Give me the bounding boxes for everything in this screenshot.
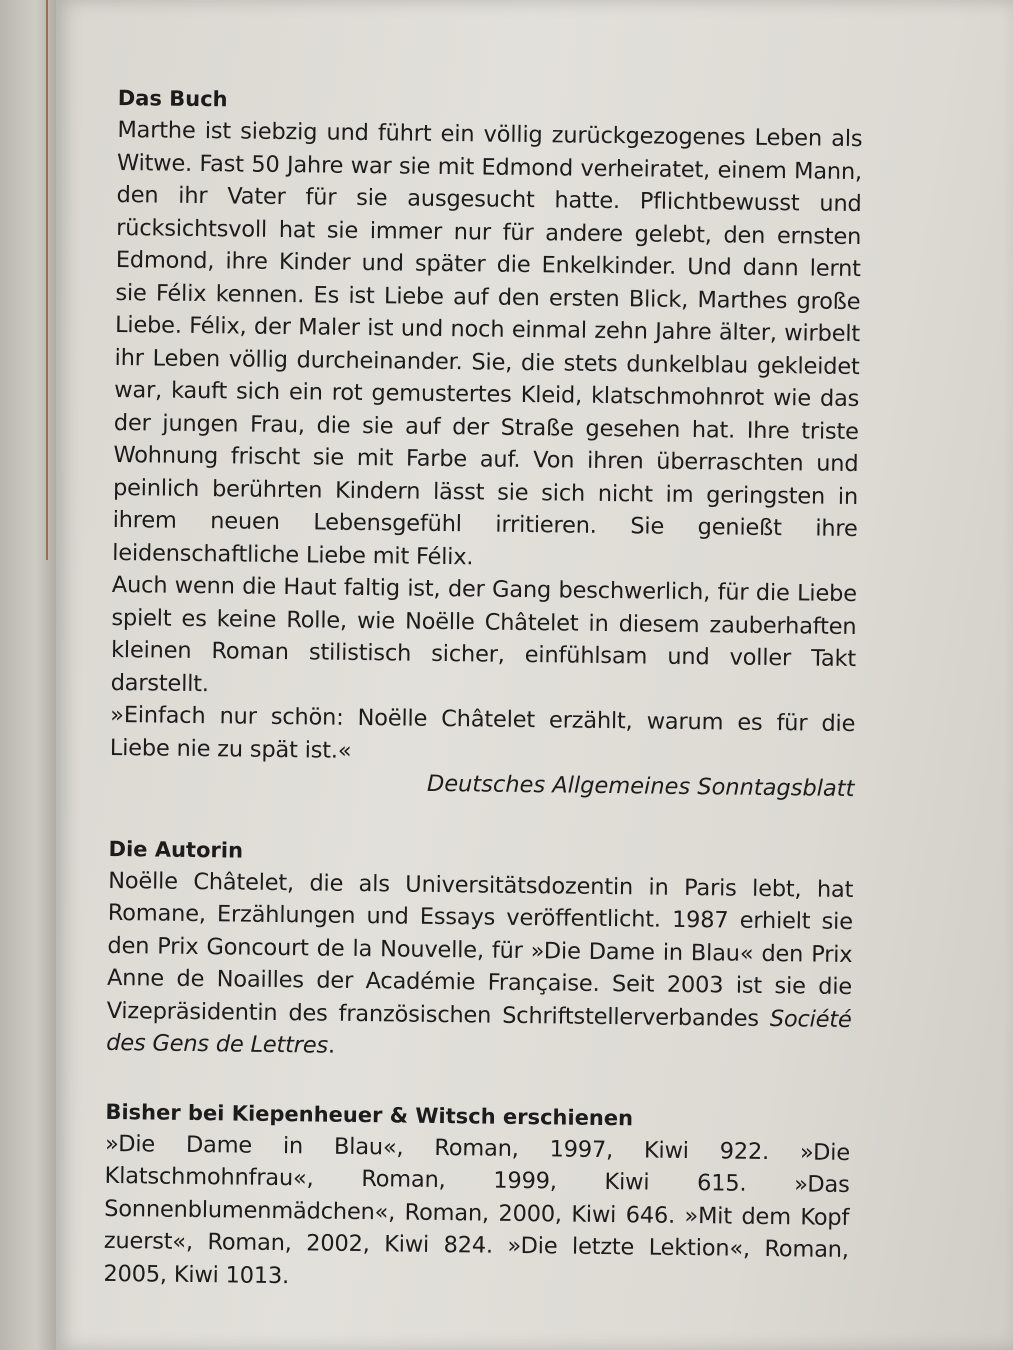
author-heading: Die Autorin bbox=[108, 836, 244, 863]
book-description: Marthe ist siebzig und führt ein völlig zurückgezogenes Leben als Witwe. Fast 50 Jahre war sie mit Edmond verheiratet, einem Mann, den ihr Vater für sie ausgesucht hatte. Pflichtbewusst und rücksichtsvoll hat sie immer nur für andere gelebt, den ernsten Edmond, ihre Kinder und später die Enkelkinder. Und dann lernt sie Félix kennen. Es ist Liebe auf den ersten Blick, Marthes große Liebe. Félix, der Maler ist und noch einmal zehn Jahre älter, wirbelt ihr Leben völlig durcheinander. Sie, die stets dunkelblau gekleidet war, kauft sich ein rot gemustertes Kleid, klatschmohnrot wie das der jungen Frau, die sie auf der Straße gesehen hat. Ihre triste Wohnung frischt sie mit Farbe auf. Von ihren überraschten und peinlich berührten Kindern lässt sie sich nicht im geringsten in ihrem neuen Lebensgefühl irritieren. Sie genießt ihre leidenschaftliche Liebe mit Félix. bbox=[112, 116, 863, 570]
left-page-edge bbox=[0, 0, 60, 1350]
book-description-2: Auch wenn die Haut faltig ist, der Gang beschwerlich, für die Liebe spielt es keine Rolle, wie Noëlle Châtelet in diesem zauberhaften kleinen Roman stilistisch sicher, einfühlsam und voller Takt darstellt. bbox=[110, 571, 857, 697]
author-bio bbox=[106, 864, 853, 1068]
page-edge-line bbox=[46, 0, 48, 560]
quote-source: Deutsches Allgemeines Sonntagsblatt bbox=[426, 770, 855, 803]
book-heading: Das Buch bbox=[117, 85, 228, 112]
society-name: Société des Gens de Lettres bbox=[106, 1005, 852, 1059]
review-quote: »Einfach nur schön: Noëlle Châtelet erzählt, warum es für die Liebe nie zu spät ist.« bbox=[109, 701, 856, 764]
author-bio-end: . bbox=[327, 1032, 336, 1059]
publications-heading: Bisher bei Kiepenheuer & Witsch erschienen bbox=[105, 1099, 634, 1130]
book-page bbox=[56, 0, 1013, 1350]
page-content bbox=[103, 82, 863, 1299]
publications-list: »Die Dame in Blau«, Roman, 1997, Kiwi 922. »Die Klatschmohnfrau«, Roman, 1999, Kiwi 615. »Das Sonnenblumenmädchen«, Roman, 2000, Kiwi 646. »Mit dem Kopf zuerst«, Roman, 2002, Kiwi 824. »Die letzte Lektion«, Roman, 2005, Kiwi 1013. bbox=[103, 1130, 851, 1289]
author-bio-text: Noëlle Châtelet, die als Universitätsdozentin in Paris lebt, hat Romane, Erzählungen und Essays veröffentlicht. 1987 erhielt sie den Prix Goncourt de la Nouvelle, für »Die Dame in Blau« den Prix Anne de Noailles der Académie Française. Seit 2003 ist sie die Vizepräsidentin des französischen Schriftstellerverbandes bbox=[106, 867, 854, 1032]
